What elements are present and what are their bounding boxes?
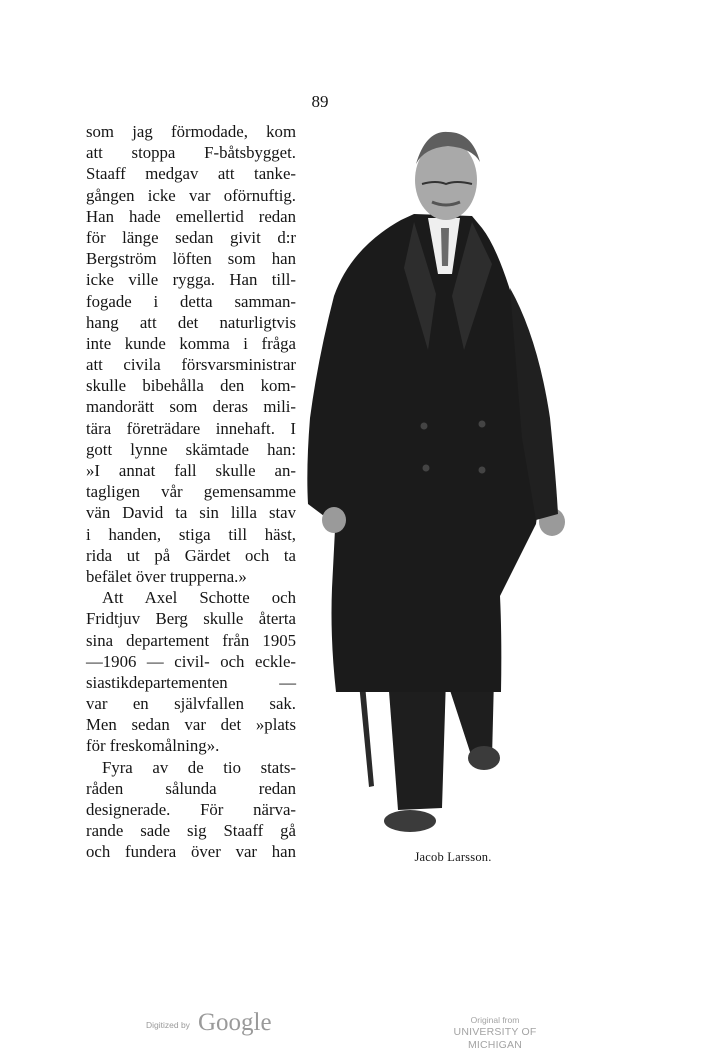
text-line: gott lynne skämtade han: <box>86 439 296 459</box>
coat-button <box>423 465 430 472</box>
text-line: tära företrädare innehaft. I <box>86 418 296 438</box>
text-line: skulle bibehålla den kom- <box>86 376 296 396</box>
text-line: som jag förmodade, kom <box>86 122 296 141</box>
right-shoe <box>468 746 500 770</box>
coat-button <box>421 423 428 430</box>
institution-label: UNIVERSITY OF MICHIGAN <box>453 1026 537 1051</box>
text-line: Att Axel Schotte och <box>102 588 296 608</box>
text-line: sina departement från 1905 <box>86 630 296 650</box>
original-from-label: Original from <box>470 1015 520 1025</box>
text-line: icke ville rygga. Han till- <box>86 270 296 290</box>
portrait-photo <box>296 118 606 848</box>
text-line: befälet över trupperna.» <box>86 566 247 586</box>
digitized-by-label: Digitized by <box>146 1020 190 1030</box>
text-line: mandorätt som deras mili- <box>86 397 296 417</box>
text-line: var en självfallen sak. <box>86 694 296 714</box>
text-line: rida ut på Gärdet och ta <box>86 545 296 565</box>
coat-button <box>479 421 486 428</box>
body-text <box>86 121 296 863</box>
photo-caption: Jacob Larsson. <box>414 850 492 864</box>
text-line: i handen, stiga till häst, <box>86 524 296 544</box>
text-line: Men sedan var det »plats <box>86 715 296 735</box>
text-line: Fridtjuv Berg skulle återta <box>86 609 296 629</box>
text-line: för freskomålning». <box>86 736 220 756</box>
text-line: råden sålunda redan <box>86 778 296 798</box>
text-line: tagligen vår gemensamme <box>86 482 296 502</box>
text-line: att civila försvarsministrar <box>86 355 296 375</box>
necktie <box>441 228 449 266</box>
text-line: gången icke var oförnuftig. <box>86 185 296 205</box>
text-line: »I annat fall skulle an- <box>86 461 296 480</box>
text-line: att stoppa F-båtsbygget. <box>86 143 296 163</box>
text-line: Han hade emellertid redan <box>86 206 296 226</box>
google-logo: Google <box>198 1009 272 1036</box>
text-line: rande sade sig Staaff gå <box>86 821 296 841</box>
left-hand <box>322 507 346 533</box>
text-line: för länge sedan givit d:r <box>86 227 296 247</box>
text-line: fogade i detta samman- <box>86 291 296 311</box>
original-from <box>425 1015 565 1052</box>
text-line: designerade. För närva- <box>86 800 296 819</box>
text-line: —1906 — civil- och eckle- <box>86 651 296 671</box>
left-leg <box>388 678 446 810</box>
text-line: Staaff medgav att tanke- <box>86 164 296 184</box>
left-shoe <box>384 810 436 832</box>
text-line: hang att det naturligtvis <box>86 312 296 332</box>
coat-button <box>479 467 486 474</box>
text-line: siastikdepartementen — <box>86 672 296 692</box>
text-line: Fyra av de tio stats- <box>102 757 296 777</box>
text-line: vän David ta sin lilla stav <box>86 503 296 523</box>
text-line: Bergström löften som han <box>86 249 296 269</box>
page-number: 89 <box>311 92 329 111</box>
text-line: inte kunde komma i fråga <box>86 333 296 353</box>
text-line: och fundera över var han <box>86 842 296 862</box>
